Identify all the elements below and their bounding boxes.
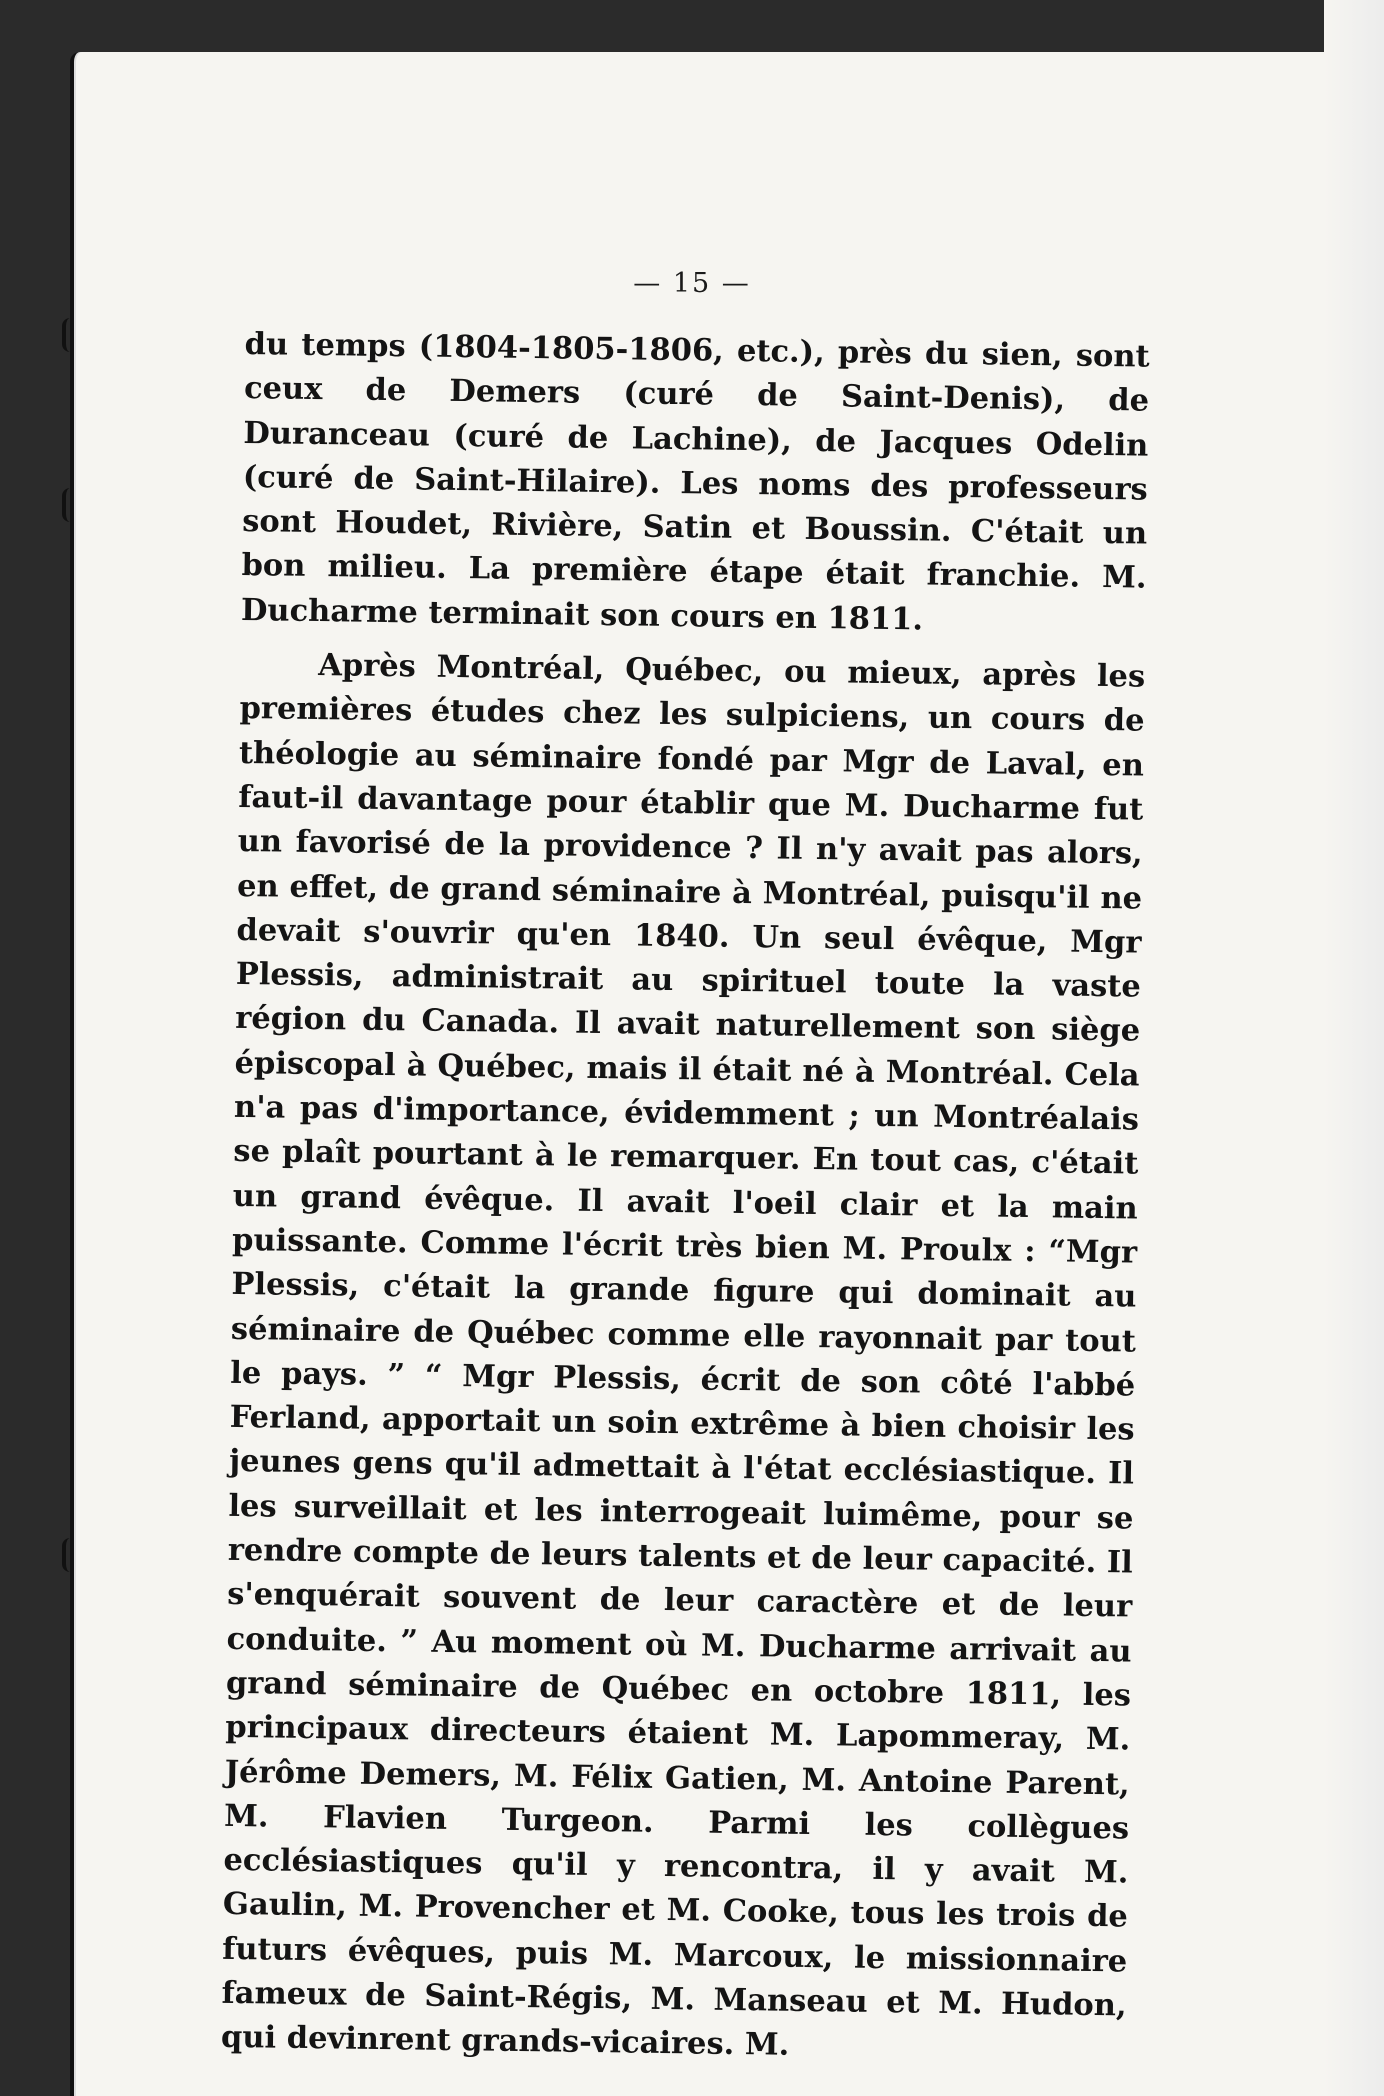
page-edge-shading: [1324, 0, 1384, 2096]
binding-mark: [62, 488, 78, 522]
binding-mark: [62, 1538, 78, 1572]
page-number: — 15 —: [633, 268, 751, 299]
paragraph: Après Montréal, Québec, ou mieux, après les premières études chez les sulpiciens, un cours de théologie au séminaire fondé par Mgr de Laval, en faut-il davantage pour établir que M. Ducharme fut un favorisé de la providence ? Il n'y avait pas alors, en effet, de grand séminaire à Montréal, puisqu'il ne devait s'ouvrir qu'en 1840. Un seul évêque, Mgr Plessis, administrait au spirituel toute la vaste région du Canada. Il avait naturellement son siège épiscopal à Québec, mais il était né à Montréal. Cela n'a pas d'importance, évidemment ; un Montréalais se plaît pourtant à le remarquer. En tout cas, c'était un grand évêque. Il avait l'oeil clair et la main puissante. Comme l'écrit très bien M. Proulx : “Mgr Plessis, c'était la grande figure qui dominait au séminaire de Québec comme elle rayonnait par tout le pays. ” “ Mgr Plessis, écrit de son côté l'abbé Ferland, apportait un soin extrême à bien choisir les jeunes gens qu'il admettait à l'état ecclésiastique. Il les surveillait et les interrogeait luimême, pour se rendre compte de leurs talents et de leur capacité. Il s'enquérait souvent de leur caractère et de leur conduite. ” Au moment où M. Ducharme arrivait au grand séminaire de Québec en octobre 1811, les principaux directeurs étaient M. Lapommeray, M. Jérôme Demers, M. Félix Gatien, M. Antoine Parent, M. Flavien Turgeon. Parmi les collègues ecclésiastiques qu'il y rencontra, il y avait M. Gaulin, M. Provencher et M. Cooke, tous les trois de futurs évêques, puis M. Marcoux, le missionnaire fameux de Saint-Régis, M. Manseau et M. Hudon, qui devinrent grands-vicaires. M.: [220, 647, 1146, 2064]
body-text: [221, 322, 1150, 2072]
paragraph: du temps (1804-1805-1806, etc.), près du sien, sont ceux de Demers (curé de Saint-Denis), de Duranceau (curé de Lachine), de Jacques Odelin (curé de Saint-Hilaire). Les noms des professeurs sont Houdet, Rivière, Satin et Boussin. C'était un bon milieu. La première étape était franchie. M. Ducharme terminait son cours en 1811.: [240, 325, 1150, 638]
binding-mark: [62, 318, 78, 352]
